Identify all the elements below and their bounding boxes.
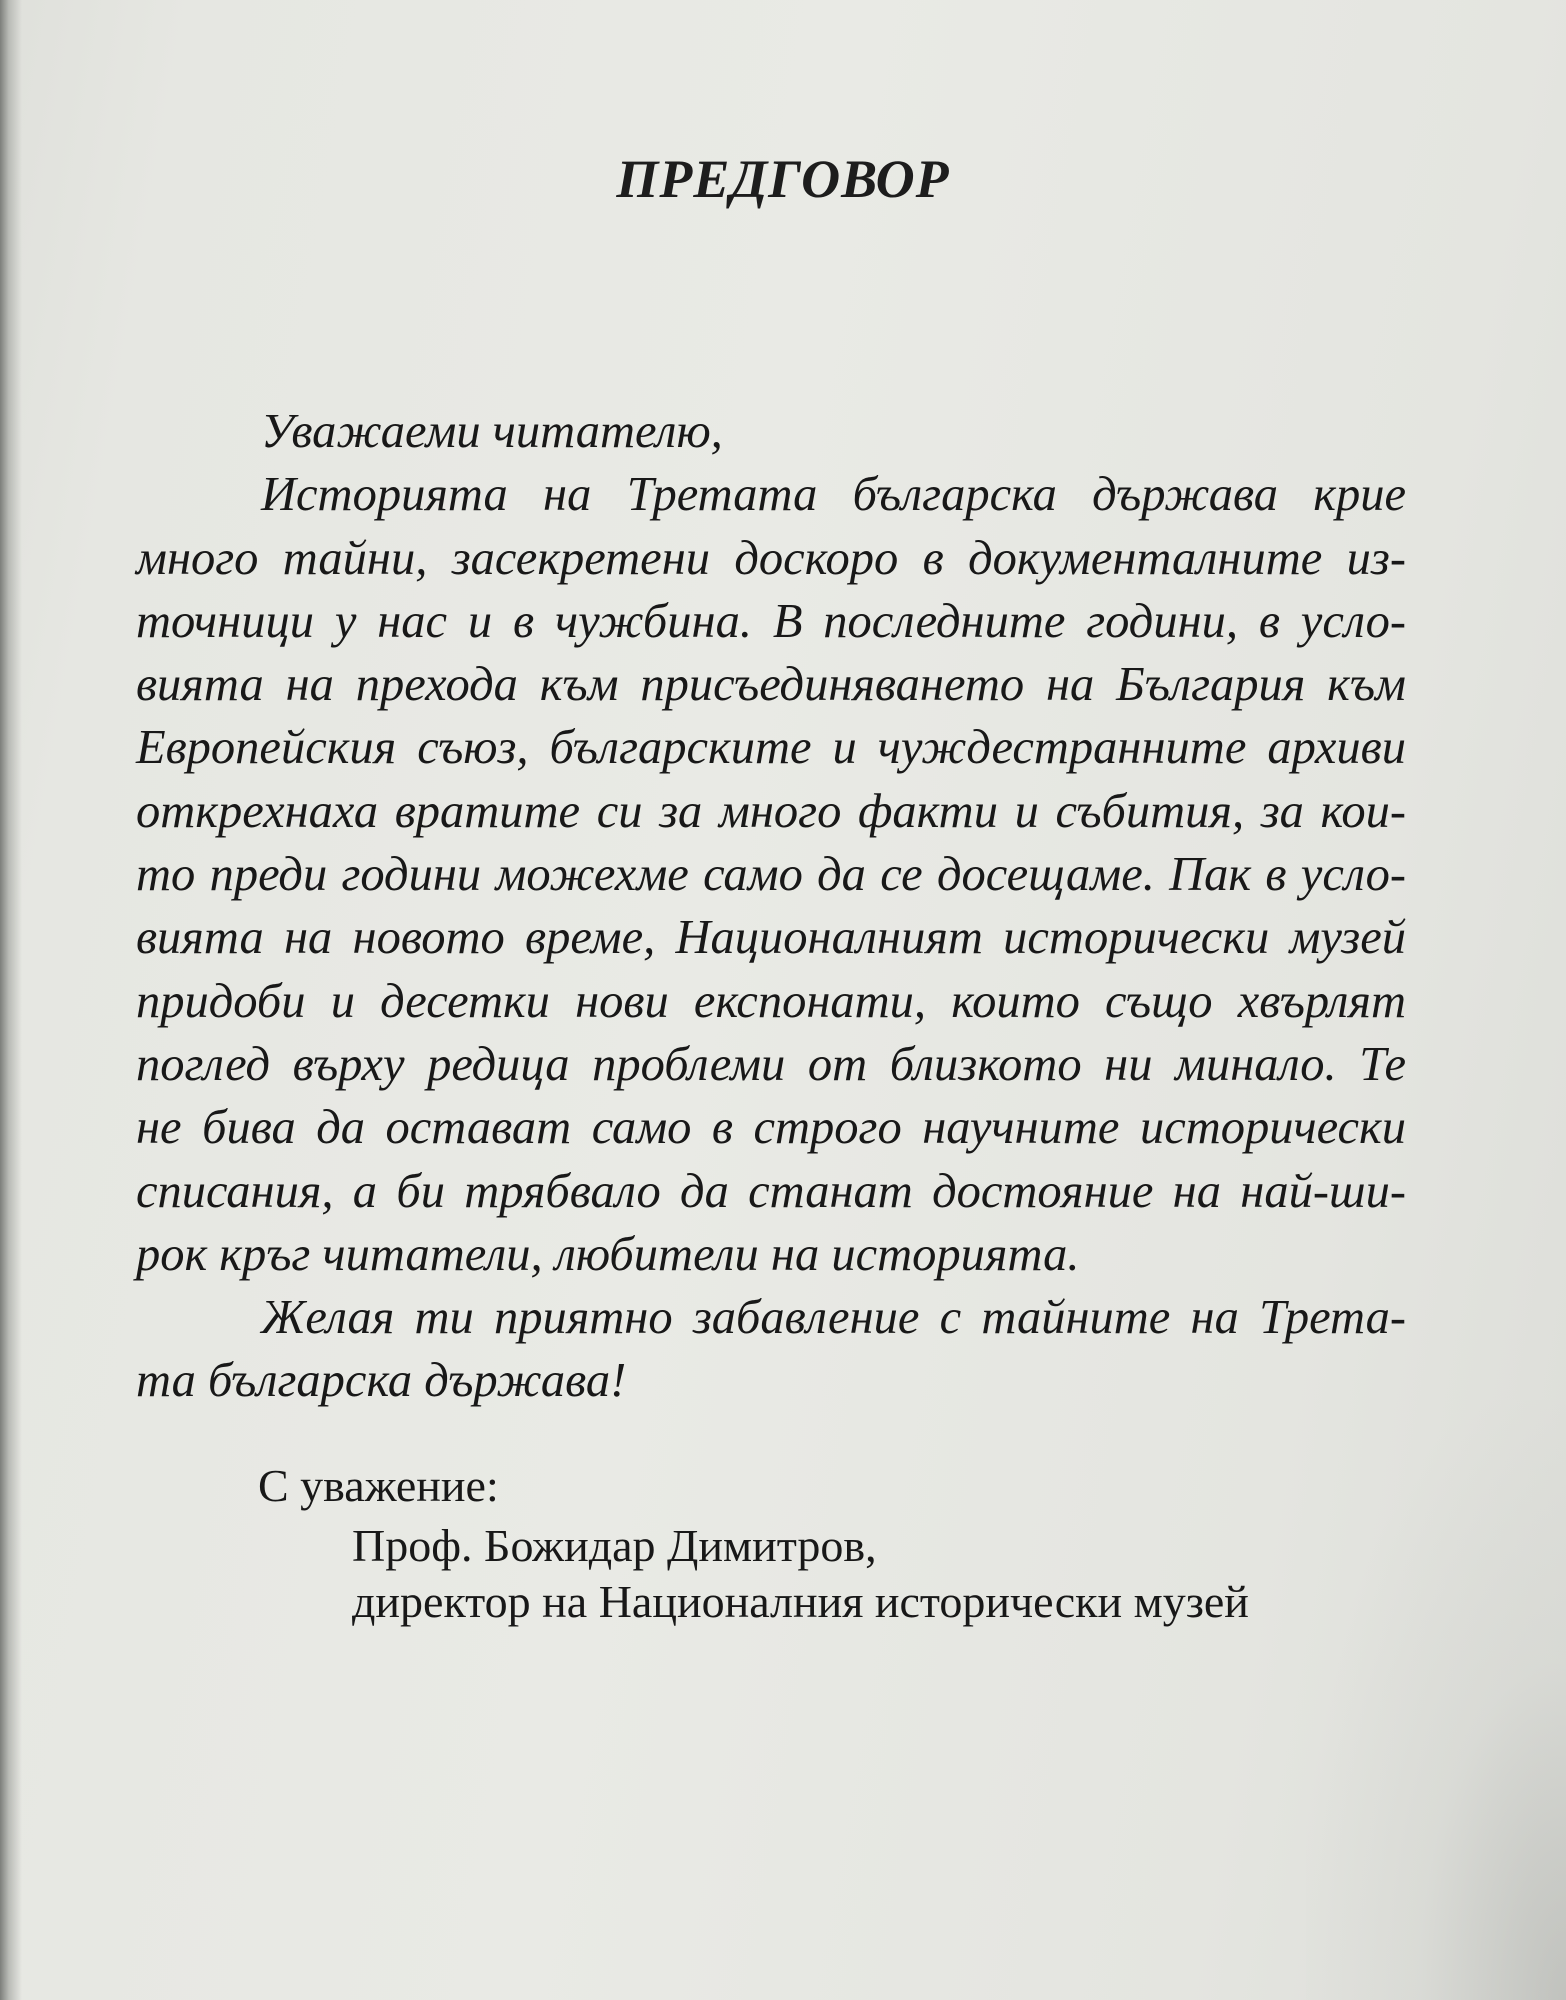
signature-name: Проф. Божидар Димитров, (352, 1520, 877, 1571)
preface-body (136, 400, 1406, 1413)
paragraph1-line: не бива да остават само в строго научните исторически (136, 1101, 1406, 1155)
paragraph1-line: Историята на Третата българска държава крие (261, 468, 1406, 522)
paragraph1-line: то преди години можехме само да се досещаме. Пак в усло- (136, 848, 1406, 902)
paragraph2-line: Желая ти приятно забавление с тайните на Трета- (261, 1291, 1406, 1345)
paragraph1-line: вията на прехода към присъединяването на България към (136, 658, 1406, 712)
paragraph2-line: та българска държава! (136, 1354, 627, 1408)
paragraph1-line: Европейския съюз, българските и чуждестранните архиви (136, 721, 1406, 775)
paragraph1-line: открехнаха вратите си за много факти и събития, за кои- (136, 784, 1406, 838)
paragraph1-line: придоби и десетки нови експонати, които също хвърлят (136, 974, 1406, 1028)
paragraph1-line: много тайни, засекретени доскоро в документалните из- (136, 531, 1406, 585)
page-title: ПРЕДГОВОР (616, 149, 950, 209)
page-spine-shadow (0, 0, 22, 2000)
signature-closing: С уважение: (258, 1460, 499, 1511)
paragraph1-line: поглед върху редица проблеми от близкото ни минало. Те (136, 1037, 1406, 1091)
paragraph1-line: рок кръг читатели, любители на историята. (136, 1227, 1080, 1281)
paragraph1-line: точници у нас и в чужбина. В последните години, в усло- (136, 594, 1406, 648)
page-corner-shadow (1306, 1400, 1566, 2000)
paragraph1-line: списания, а би трябвало да станат достояние на най-ши- (136, 1164, 1406, 1218)
paragraph1-line: вията на новото време, Националният исторически музей (136, 911, 1406, 965)
greeting-line: Уважаеми читателю, (261, 405, 723, 458)
signature-role: директор на Националния исторически музей (352, 1576, 1249, 1627)
